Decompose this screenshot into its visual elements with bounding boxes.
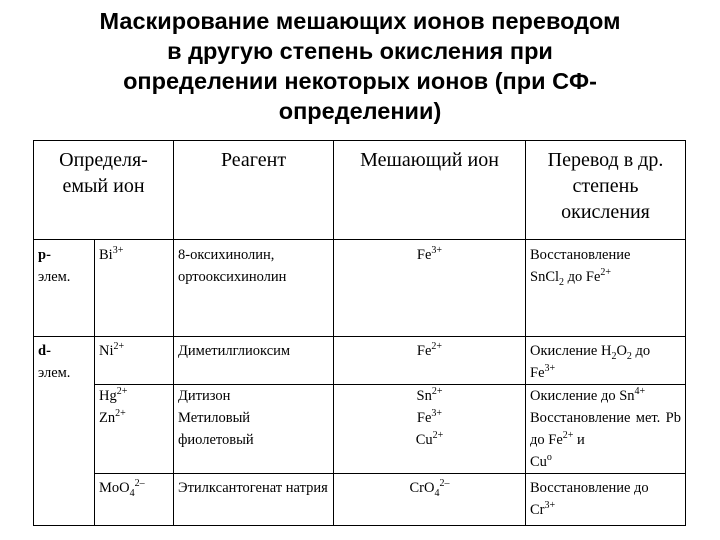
- header-conversion: Перевод в др. степень окисления: [526, 141, 686, 240]
- header-determined-ion: Определя- емый ион: [34, 141, 174, 240]
- conversion-cell: Окисление $H_2O_2$ до $Fe^{3+}$: [526, 337, 686, 385]
- masking-table: [33, 140, 686, 526]
- reagent-cell: Диметилглиоксим: [174, 337, 334, 385]
- interfering-cell: $Sn^{2+}$ $Fe^{3+}$ $Cu^{2+}$: [334, 385, 526, 474]
- title-line-2: в другую степень окисления при: [167, 38, 553, 64]
- header-row: [34, 141, 686, 240]
- title-line-3: определении некоторых ионов (при СФ-: [123, 68, 597, 94]
- table-row: [34, 337, 686, 385]
- table-row: [34, 474, 686, 526]
- table-row: [34, 385, 686, 474]
- conversion-cell: Восстановление SnCl$_2$ до $Fe^{2+}$: [526, 240, 686, 337]
- conversion-cell: Восстановление до $Cr^{3+}$: [526, 474, 686, 526]
- group-p-elements: р- элем.: [34, 240, 95, 337]
- reagent-cell: Дитизон Метиловый фиолетовый: [174, 385, 334, 474]
- title-line-1: Маскирование мешающих ионов переводом: [99, 8, 621, 34]
- title-line-4: определении): [278, 98, 442, 124]
- reagent-cell: Этилксантогенат натрия: [174, 474, 334, 526]
- ion-cell: $Ni^{2+}$: [95, 337, 174, 385]
- ion-cell: $Bi^{3+}$: [95, 240, 174, 337]
- interfering-cell: CrO$_4^{2-}$: [334, 474, 526, 526]
- group-d-elements: d- элем.: [34, 337, 95, 526]
- interfering-cell: $Fe^{2+}$: [334, 337, 526, 385]
- conversion-cell: Окисление до $Sn^{4+}$ Восстановление мет. Pb до $Fe^{2+}$ и Cu$^o$: [526, 385, 686, 474]
- header-interfering-ion: Мешающий ион: [334, 141, 526, 240]
- reagent-cell: 8-оксихинолин, ортооксихинолин: [174, 240, 334, 337]
- table-row: [34, 240, 686, 337]
- ion-cell: MoO$_4^{2-}$: [95, 474, 174, 526]
- header-reagent: Реагент: [174, 141, 334, 240]
- ion-cell: $Hg^{2+}$ $Zn^{2+}$: [95, 385, 174, 474]
- interfering-cell: $Fe^{3+}$: [334, 240, 526, 337]
- slide-title: [40, 6, 680, 126]
